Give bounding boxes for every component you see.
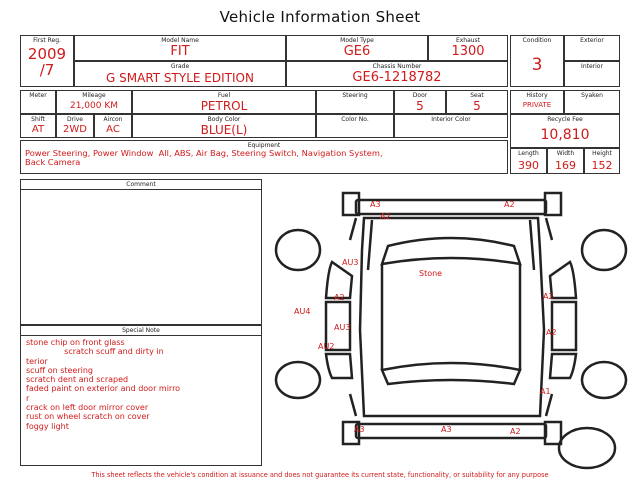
damage-mark-a1-right: A1: [540, 387, 551, 396]
length-value: 390: [518, 159, 539, 172]
steering-label: Steering: [342, 92, 368, 99]
special-note-label: Special Note: [122, 327, 160, 334]
syaken-cell: [564, 90, 620, 114]
mileage-label: Mileage: [82, 92, 106, 99]
exterior-label: Exterior: [580, 37, 604, 44]
drive-value: 2WD: [63, 124, 87, 135]
damage-mark-a2-bottom-right: A2: [510, 427, 521, 436]
recycle-fee-value: 10,810: [540, 127, 590, 143]
model-type-label: Model Type: [340, 37, 374, 44]
damage-mark-stone: Stone: [419, 269, 443, 278]
model-name-cell: [74, 35, 286, 61]
body-color-value: BLUE(L): [200, 123, 248, 137]
chassis-value: GE6-1218782: [352, 70, 442, 85]
mileage-cell: [56, 90, 132, 114]
length-cell: [510, 148, 547, 174]
damage-mark-a2-left-mid: A2: [334, 293, 345, 302]
body-color-cell: [132, 114, 316, 138]
width-value: 169: [555, 159, 576, 172]
condition-cell: [510, 35, 564, 87]
drive-label: Drive: [67, 116, 83, 123]
special-note-box: [20, 325, 262, 466]
model-name-value: FIT: [170, 44, 190, 59]
height-label: Height: [592, 150, 612, 157]
fuel-value: PETROL: [200, 99, 248, 113]
damage-mark-a2-top-left: A2: [380, 212, 391, 221]
aircon-value: AC: [106, 124, 120, 135]
recycle-fee-cell: [510, 114, 620, 148]
interior-label: Interior: [581, 63, 603, 70]
damage-mark-au4-left: AU4: [294, 307, 311, 316]
color-no-cell: [316, 114, 394, 138]
seat-label: Seat: [470, 92, 484, 99]
syaken-label: Syaken: [581, 92, 603, 99]
first-reg-label: First Reg.: [33, 37, 61, 44]
mileage-value: 21,000 KM: [69, 101, 119, 111]
grade-value: G SMART STYLE EDITION: [106, 71, 254, 85]
page-title: Vehicle Information Sheet: [219, 8, 421, 26]
door-cell: [394, 90, 446, 114]
exterior-cell: [564, 35, 620, 61]
exhaust-value: 1300: [451, 44, 485, 59]
aircon-label: Aircon: [103, 116, 123, 123]
first-reg-value: 2009 /7: [27, 45, 67, 79]
equipment-value: Power Steering, Power Window All, ABS, Air Bag, Steering Switch, Navigation System, Back Camera: [25, 148, 383, 167]
chassis-cell: [286, 61, 508, 87]
comment-label: Comment: [126, 181, 156, 188]
damage-mark-a2-top-right: A2: [504, 200, 515, 209]
model-type-cell: [286, 35, 428, 61]
steering-cell: [316, 90, 394, 114]
history-cell: [510, 90, 564, 114]
shift-label: Shift: [31, 116, 45, 123]
seat-cell: [446, 90, 508, 114]
interior-color-label: Interior Color: [431, 116, 471, 123]
first-reg-cell: [20, 35, 74, 87]
comment-box: [20, 179, 262, 325]
width-label: Width: [556, 150, 575, 157]
recycle-fee-label: Recycle Fee: [547, 116, 583, 123]
exhaust-cell: [428, 35, 508, 61]
special-notes-text: stone chip on front glass scratch scuff and dirty in terior scuff on steering scratch dent and scraped faded paint on exterior and door mirro r crack on left door mirror cover rust on wheel scratch on cover foggy light: [26, 338, 181, 431]
grade-cell: [74, 61, 286, 87]
drive-cell: [56, 114, 94, 138]
fuel-cell: [132, 90, 316, 114]
interior-color-cell: [394, 114, 508, 138]
aircon-cell: [94, 114, 132, 138]
color-no-label: Color No.: [341, 116, 369, 123]
damage-mark-a3-bottom-mid: A3: [441, 425, 452, 434]
damage-mark-au2-left: AU2: [318, 342, 335, 351]
history-value: PRIVATE: [522, 101, 552, 109]
height-value: 152: [591, 159, 613, 172]
height-cell: [584, 148, 620, 174]
exhaust-label: Exhaust: [455, 37, 481, 44]
condition-label: Condition: [522, 37, 552, 44]
condition-value: 3: [531, 55, 543, 75]
fuel-label: Fuel: [217, 92, 231, 99]
damage-mark-a3-bottom-left: A3: [354, 425, 365, 434]
model-type-value: GE6: [343, 44, 371, 59]
damage-mark-au3-center: AU3: [334, 323, 351, 332]
chassis-label: Chassis Number: [372, 63, 422, 70]
shift-value: AT: [31, 124, 45, 135]
door-label: Door: [412, 92, 428, 99]
damage-mark-au3-left-upper: AU3: [342, 258, 359, 267]
length-label: Length: [518, 150, 539, 157]
equipment-label: Equipment: [247, 142, 281, 149]
history-label: History: [526, 92, 548, 99]
damage-mark-a2-right-mid: A2: [543, 292, 554, 301]
footer-disclaimer: This sheet reflects the vehicle's condition at issuance and does not guarantee its current state, functionality, or suitability for any purpose: [91, 471, 549, 479]
meter-cell: [20, 90, 56, 114]
model-name-label: Model Name: [161, 37, 199, 44]
interior-cell: [564, 61, 620, 87]
car-damage-diagram: [268, 180, 640, 470]
meter-label: Meter: [29, 92, 47, 99]
door-value: 5: [416, 99, 424, 113]
equipment-cell: [20, 140, 508, 174]
body-color-label: Body Color: [207, 116, 241, 123]
damage-mark-a2-right-lower: A2: [546, 328, 557, 337]
seat-value: 5: [473, 99, 481, 113]
damage-mark-a3-top: A3: [370, 200, 381, 209]
width-cell: [547, 148, 584, 174]
shift-cell: [20, 114, 56, 138]
grade-label: Grade: [170, 63, 190, 70]
